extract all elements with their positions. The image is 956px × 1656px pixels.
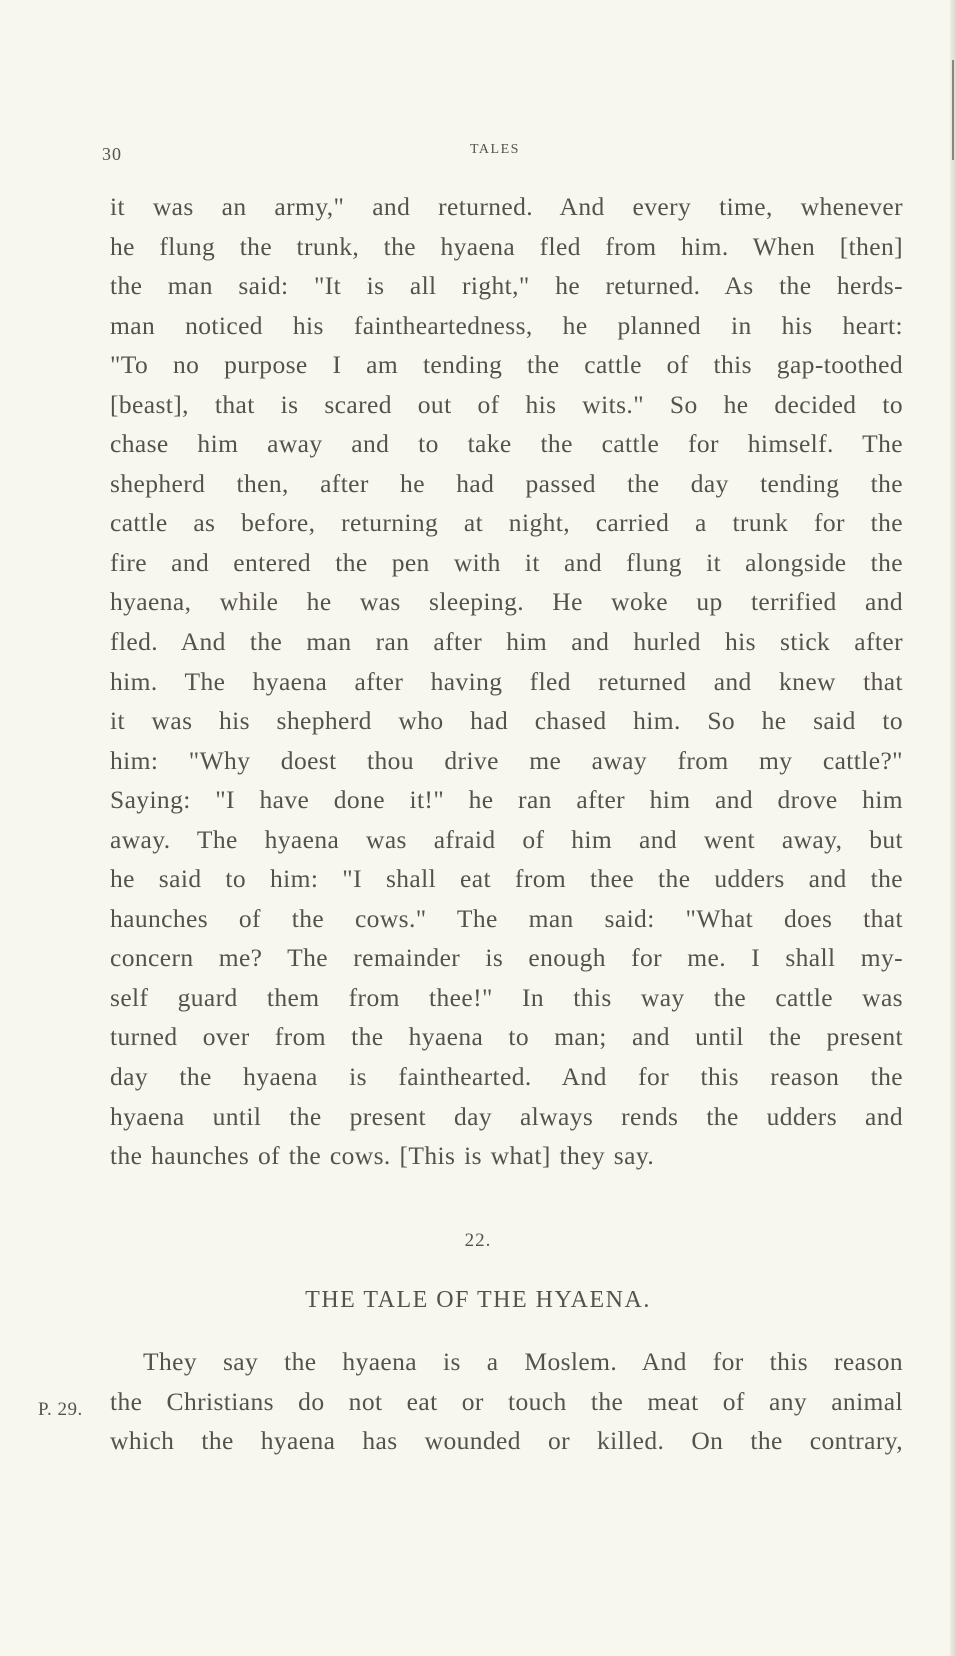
text-line: turned over from the hyaena to man; and until the present [110,1022,903,1052]
text-line: concern me? The remainder is enough for me. I shall my- [110,943,903,973]
text-line: the Christians do not eat or touch the meat of any animal [110,1386,903,1416]
text-line: Saying: "I have done it!" he ran after him and drove him [110,785,903,815]
text-line: hyaena, while he was sleeping. He woke up terrified and [110,587,903,617]
text-line: shepherd then, after he had passed the day tending the [110,468,903,498]
running-title: TALES [470,142,520,157]
running-head [0,136,956,166]
text-line: fled. And the man ran after him and hurled his stick after [110,627,903,657]
page-number: 30 [102,144,122,164]
text-line: haunches of the cows." The man said: "What does that [110,903,903,933]
text-line: cattle as before, returning at night, carried a trunk for the [110,508,903,538]
margin-page-reference: P. 29. [38,1399,83,1420]
text-line: him. The hyaena after having fled returned and knew that [110,666,903,696]
paragraph-1 [110,187,903,1176]
text-line: fire and entered the pen with it and flung it alongside the [110,547,903,577]
text-line: it was an army," and returned. And every time, whenever [110,192,903,221]
text-line: day the hyaena is fainthearted. And for this reason the [110,1062,903,1092]
text-line: it was his shepherd who had chased him. So he said to [110,706,903,736]
paragraph-2 [110,1342,903,1461]
section-title: THE TALE OF THE HYAENA. [305,1287,651,1313]
text-line: They say the hyaena is a Moslem. And for this reason [143,1347,903,1376]
text-line: hyaena until the present day always rends the udders and [110,1101,903,1131]
text-line: him: "Why doest thou drive me away from my cattle?" [110,745,903,775]
text-line: he flung the trunk, the hyaena fled from him. When [then] [110,231,903,261]
page-edge-shadow [950,0,956,1656]
text-line: the haunches of the cows. [This is what] they say. [110,1141,655,1171]
text-line: which the hyaena has wounded or killed. On the contrary, [110,1426,903,1456]
text-line: "To no purpose I am tending the cattle of this gap-toothed [110,350,903,380]
text-line: he said to him: "I shall eat from thee the udders and the [110,864,903,894]
text-line: man noticed his faintheartedness, he planned in his heart: [110,310,903,340]
text-line: self guard them from thee!" In this way the cattle was [110,982,903,1012]
text-line: [beast], that is scared out of his wits." So he decided to [110,389,903,419]
text-line: chase him away and to take the cattle for himself. The [110,429,903,459]
section-number: 22. [464,1230,492,1251]
text-line: the man said: "It is all right," he returned. As the herds- [110,271,903,301]
text-line: away. The hyaena was afraid of him and went away, but [110,824,903,854]
